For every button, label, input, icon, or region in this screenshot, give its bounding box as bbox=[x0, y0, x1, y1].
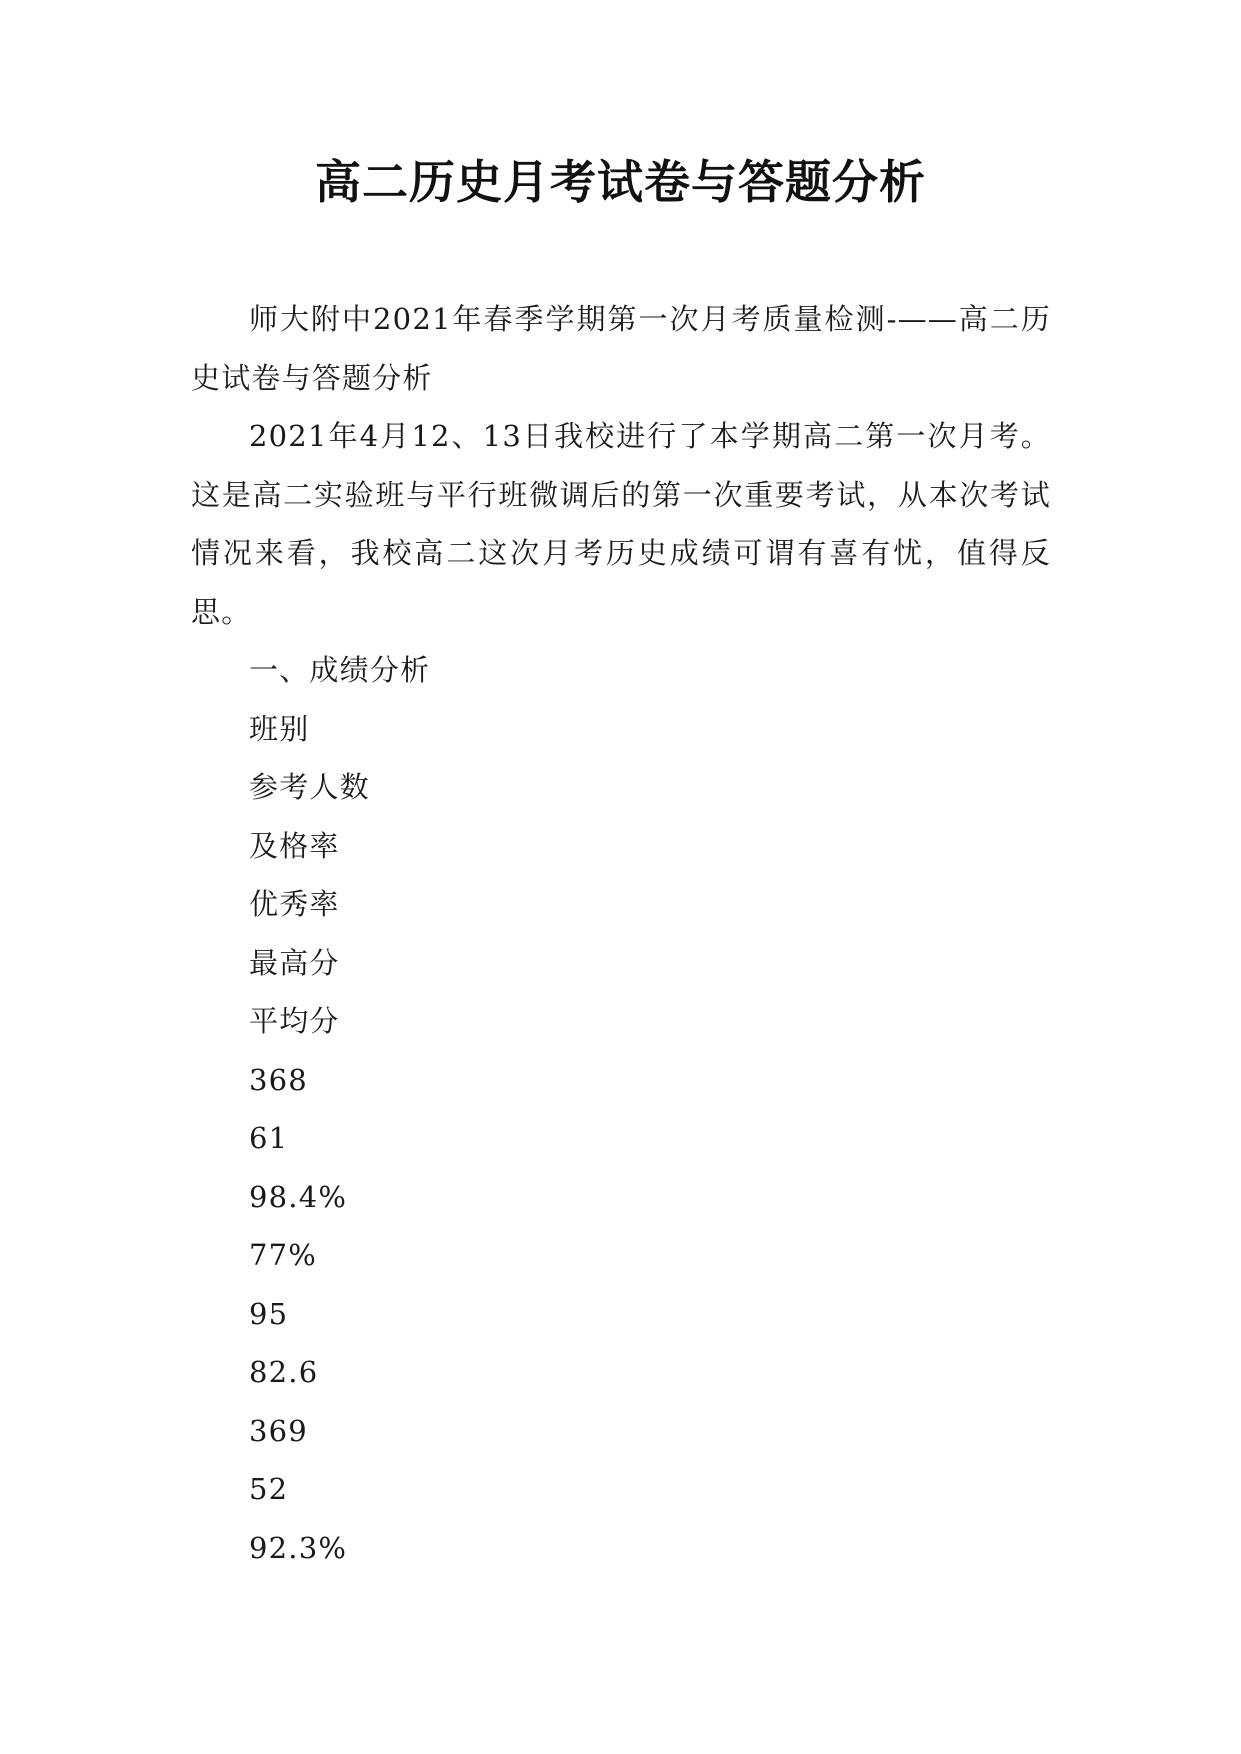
intro-heading-paragraph: 师大附中2021年春季学期第一次月考质量检测-——高二历史试卷与答题分析 bbox=[191, 302, 1051, 395]
table-header-excellent-rate: 优秀率 bbox=[249, 887, 340, 921]
table-cell: 95 bbox=[249, 1296, 289, 1331]
section-heading: 一、成绩分析 bbox=[249, 653, 431, 687]
table-header-highest-score: 最高分 bbox=[249, 945, 340, 980]
intro-body-paragraph: 2021年4月12、13日我校进行了本学期高二第一次月考。这是高二实验班与平行班微调后的第一次重要考试，从本次考试情况来看，我校高二这次月考历史成绩可谓有喜有忧，值得反思。 bbox=[191, 419, 1051, 629]
table-header-class: 班别 bbox=[249, 711, 310, 746]
table-cell: 98.4% bbox=[249, 1179, 348, 1214]
table-cell: 82.6 bbox=[249, 1355, 319, 1389]
table-cell: 77% bbox=[249, 1238, 318, 1272]
table-cell: 52 bbox=[249, 1472, 289, 1506]
table-header-participants: 参考人数 bbox=[249, 770, 370, 804]
table-cell: 92.3% bbox=[249, 1530, 348, 1565]
table-header-average-score: 平均分 bbox=[249, 1004, 340, 1038]
table-cell: 369 bbox=[249, 1413, 308, 1448]
document-title: 高二历史月考试卷与答题分析 bbox=[315, 155, 926, 209]
table-cell: 368 bbox=[249, 1062, 308, 1097]
table-cell: 61 bbox=[249, 1121, 289, 1155]
document-body bbox=[191, 290, 1051, 1577]
table-header-pass-rate: 及格率 bbox=[249, 828, 340, 863]
